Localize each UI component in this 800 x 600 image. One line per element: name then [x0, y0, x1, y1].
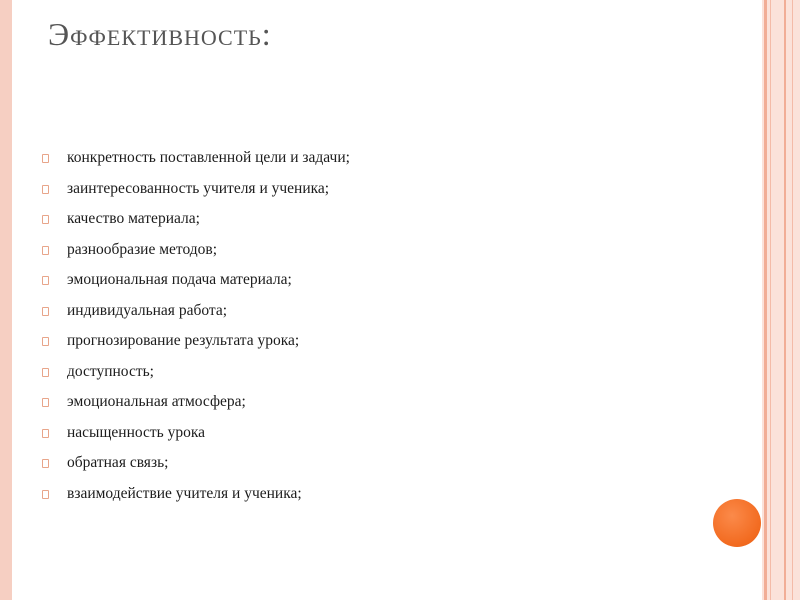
list-item: [42, 357, 350, 388]
frame-line: [764, 0, 767, 600]
list-item: [42, 418, 350, 449]
orange-circle-icon: [713, 499, 761, 547]
square-bullet-icon: [42, 428, 50, 438]
frame-left-border: [0, 0, 12, 600]
square-bullet-icon: [42, 214, 50, 224]
square-bullet-icon: [42, 153, 50, 163]
list-item: [42, 296, 350, 327]
slide-title-colon: :: [261, 16, 272, 52]
list-item: [42, 235, 350, 266]
square-bullet-icon: [42, 397, 50, 407]
square-bullet-icon: [42, 458, 50, 468]
square-bullet-icon: [42, 489, 50, 499]
list-item: [42, 174, 350, 205]
square-bullet-icon: [42, 367, 50, 377]
list-item: [42, 265, 350, 296]
frame-line: [784, 0, 786, 600]
list-item: [42, 143, 350, 174]
list-item-text: качество материала;: [67, 210, 200, 228]
list-item-text: заинтересованность учителя и ученика;: [67, 179, 330, 197]
list-item: [42, 479, 350, 510]
square-bullet-icon: [42, 306, 50, 316]
list-item-text: индивидуальная работа;: [67, 301, 228, 319]
list-item-text: конкретность поставленной цели и задачи;: [67, 149, 350, 167]
list-item: [42, 204, 350, 235]
list-item-text: обратная связь;: [67, 454, 169, 472]
list-item: [42, 448, 350, 479]
list-item: [42, 326, 350, 357]
frame-line: [770, 0, 771, 600]
list-item-text: эмоциональная атмосфера;: [67, 393, 246, 411]
frame-right-band: [762, 0, 800, 600]
square-bullet-icon: [42, 275, 50, 285]
list-item-text: разнообразие методов;: [67, 240, 218, 258]
list-item: [42, 387, 350, 418]
bullet-list: [42, 143, 350, 509]
list-item-text: насыщенность урока: [67, 423, 206, 441]
square-bullet-icon: [42, 245, 50, 255]
square-bullet-icon: [42, 184, 50, 194]
list-item-text: эмоциональная подача материала;: [67, 271, 292, 289]
list-item-text: взаимодействие учителя и ученика;: [67, 484, 302, 502]
square-bullet-icon: [42, 336, 50, 346]
slide-title: [48, 16, 272, 53]
slide-title-text: Эффективность: [48, 16, 262, 52]
list-item-text: прогнозирование результата урока;: [67, 332, 300, 350]
list-item-text: доступность;: [67, 362, 154, 380]
frame-line: [792, 0, 793, 600]
